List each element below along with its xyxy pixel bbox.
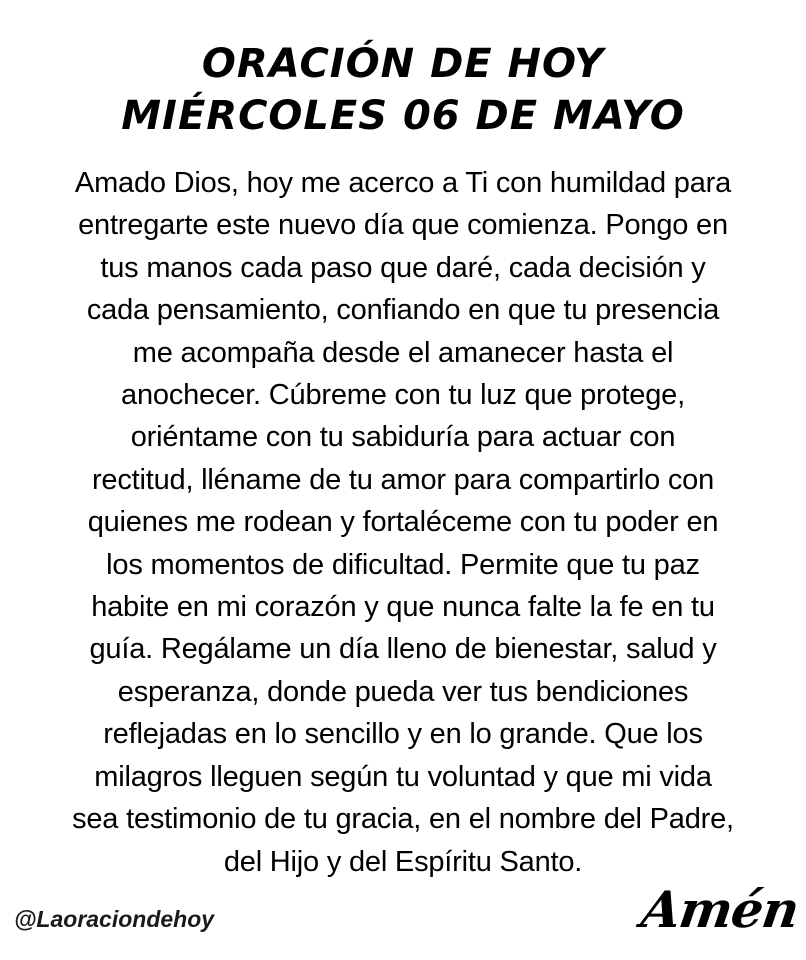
prayer-text <box>14 162 792 883</box>
prayer-line: me acompaña desde el amanecer hasta el <box>132 336 674 369</box>
prayer-line: del Hijo y del Espíritu Santo. <box>223 845 583 878</box>
social-handle: @Laoraciondehoy <box>14 906 215 932</box>
prayer-line: cada pensamiento, confiando en que tu presencia <box>86 294 720 327</box>
page-title <box>0 38 806 142</box>
title-line-1: ORACIÓN DE HOY <box>201 41 605 87</box>
prayer-line: reflejadas en lo sencillo y en lo grande. Que los <box>103 718 703 751</box>
prayer-line: los momentos de dificultad. Permite que tu paz <box>106 548 700 581</box>
prayer-line: guía. Regálame un día lleno de bienestar, salud y <box>89 633 717 666</box>
prayer-line: entregarte este nuevo día que comienza. Pongo en <box>78 209 728 242</box>
prayer-line: sea testimonio de tu gracia, en el nombre del Padre, <box>72 803 734 836</box>
prayer-line: anochecer. Cúbreme con tu luz que protege, <box>121 379 685 412</box>
prayer-line: milagros lleguen según tu voluntad y que mi vida <box>94 760 712 793</box>
prayer-line: oriéntame con tu sabiduría para actuar con <box>130 421 676 454</box>
title-line-2: MIÉRCOLES 06 DE MAYO <box>121 93 685 139</box>
prayer-line: rectitud, lléname de tu amor para compartirlo con <box>91 463 715 496</box>
prayer-line: Amado Dios, hoy me acerco a Ti con humildad para <box>74 167 732 199</box>
prayer-line: quienes me rodean y fortaléceme con tu poder en <box>87 506 719 539</box>
prayer-line: esperanza, donde pueda ver tus bendiciones <box>117 675 689 708</box>
prayer-line: tus manos cada paso que daré, cada decisión y <box>100 251 706 284</box>
prayer-line: habite en mi corazón y que nunca falte la fe en tu <box>91 591 715 624</box>
amen-signature: Amén <box>637 880 803 939</box>
